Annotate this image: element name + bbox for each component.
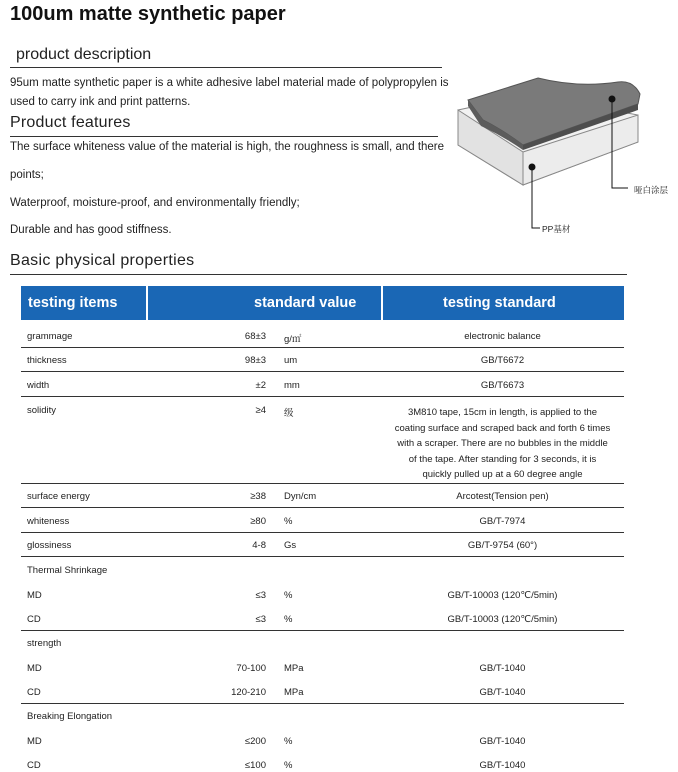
cell-unit: % — [284, 516, 293, 527]
cell-value: ≤200 — [244, 736, 266, 747]
header-testing-items: testing items — [28, 295, 118, 311]
cell-value: ≥4 — [255, 405, 266, 416]
row-divider — [21, 396, 624, 397]
base-layer-label: PP基材 — [542, 224, 571, 234]
cell-item: CD — [27, 760, 41, 771]
cell-value: 70-100 — [236, 663, 266, 674]
row-divider — [21, 703, 624, 704]
cell-standard: electronic balance — [464, 331, 541, 342]
cell-item: whiteness — [27, 516, 70, 527]
cell-item: surface energy — [27, 491, 90, 502]
cell-unit: % — [284, 614, 293, 625]
cell-unit: MPa — [284, 687, 304, 698]
cell-unit: MPa — [284, 663, 304, 674]
cell-value: ≤3 — [255, 590, 266, 601]
header-separator — [381, 286, 383, 320]
cell-item: MD — [27, 590, 42, 601]
cell-standard: GB/T-1040 — [479, 687, 526, 698]
feature-item: Durable and has good stiffness. — [10, 224, 172, 236]
description-heading: product description — [16, 46, 152, 63]
cell-value: ±2 — [255, 380, 266, 391]
layer-diagram — [448, 70, 678, 240]
cell-item: width — [27, 380, 50, 391]
cell-value: 98±3 — [244, 355, 266, 366]
cell-unit: % — [284, 760, 293, 771]
cell-item: grammage — [27, 331, 73, 342]
cell-standard: GB/T6673 — [480, 380, 525, 391]
cell-standard — [381, 405, 624, 483]
cell-standard: GB/T6672 — [480, 355, 525, 366]
cell-item: strength — [27, 638, 62, 649]
standard-line: with a scraper. There are no bubbles in the middle — [397, 438, 608, 449]
cell-value: 68±3 — [244, 331, 266, 342]
properties-table-header — [21, 286, 624, 320]
cell-item: CD — [27, 687, 41, 698]
cell-item: Breaking Elongation — [27, 711, 113, 722]
feature-item: points; — [10, 169, 44, 181]
cell-standard: GB/T-9754 (60°) — [467, 540, 538, 551]
cell-value: ≤100 — [244, 760, 266, 771]
standard-line: coating surface and scraped back and forth 6 times — [394, 422, 611, 434]
cell-item: Thermal Shrinkage — [27, 565, 108, 576]
cell-standard: GB/T-1040 — [479, 736, 526, 747]
standard-line: of the tape. After standing for 3 seconds, it is — [408, 453, 597, 465]
cell-item: MD — [27, 736, 42, 747]
cell-standard: GB/T-10003 (120℃/5min) — [447, 590, 558, 601]
row-divider — [21, 483, 624, 484]
cell-standard: GB/T-10003 (120℃/5min) — [447, 614, 558, 625]
row-divider — [21, 371, 624, 372]
cell-standard: GB/T-1040 — [479, 760, 526, 771]
features-divider — [10, 136, 438, 137]
cell-unit: g/㎡ — [284, 334, 302, 345]
coating-layer-label: 哑白涂层 — [634, 185, 669, 195]
page-title: 100um matte synthetic paper — [10, 3, 286, 25]
row-divider — [21, 532, 624, 533]
features-heading: Product features — [10, 114, 131, 131]
cell-item: solidity — [27, 405, 57, 416]
cell-unit: mm — [284, 380, 300, 391]
cell-unit: Gs — [284, 540, 297, 551]
cell-value: 4-8 — [252, 540, 266, 551]
cell-value: 120-210 — [231, 687, 266, 698]
cell-unit: % — [284, 736, 293, 747]
cell-standard: GB/T-1040 — [479, 663, 526, 674]
standard-line: 3M810 tape, 15cm in length, is applied to the — [407, 407, 598, 418]
header-standard-value: standard value — [254, 295, 357, 311]
cell-standard: Arcotest(Tension pen) — [456, 491, 549, 502]
cell-item: thickness — [27, 355, 67, 366]
cell-unit: um — [284, 355, 298, 366]
row-divider — [21, 630, 624, 631]
cell-unit: % — [284, 590, 293, 601]
cell-unit: 级 — [284, 408, 294, 419]
header-separator — [146, 286, 148, 320]
cell-standard: GB/T-7974 — [479, 516, 526, 527]
basic-properties-divider — [10, 274, 627, 275]
cell-item: CD — [27, 614, 41, 625]
cell-value: ≥80 — [250, 516, 266, 527]
cell-unit: Dyn/cm — [284, 491, 317, 502]
feature-item: The surface whiteness value of the material is high, the roughness is small, and there — [10, 141, 445, 153]
row-divider — [21, 507, 624, 508]
cell-item: MD — [27, 663, 42, 674]
basic-properties-heading: Basic physical properties — [10, 252, 195, 269]
row-divider — [21, 347, 624, 348]
row-divider — [21, 556, 624, 557]
material-layer-illustration — [448, 70, 678, 240]
cell-value: ≤3 — [255, 614, 266, 625]
cell-value: ≥38 — [250, 491, 266, 502]
cell-item: glossiness — [27, 540, 72, 551]
description-body: 95um matte synthetic paper is a white adhesive label material made of polypropylen is used to carry ink and print patterns. — [10, 77, 449, 108]
standard-line: quickly pulled up at a 60 degree angle — [422, 469, 583, 480]
header-testing-standard: testing standard — [443, 295, 556, 311]
feature-item: Waterproof, moisture-proof, and environmentally friendly; — [10, 197, 300, 209]
